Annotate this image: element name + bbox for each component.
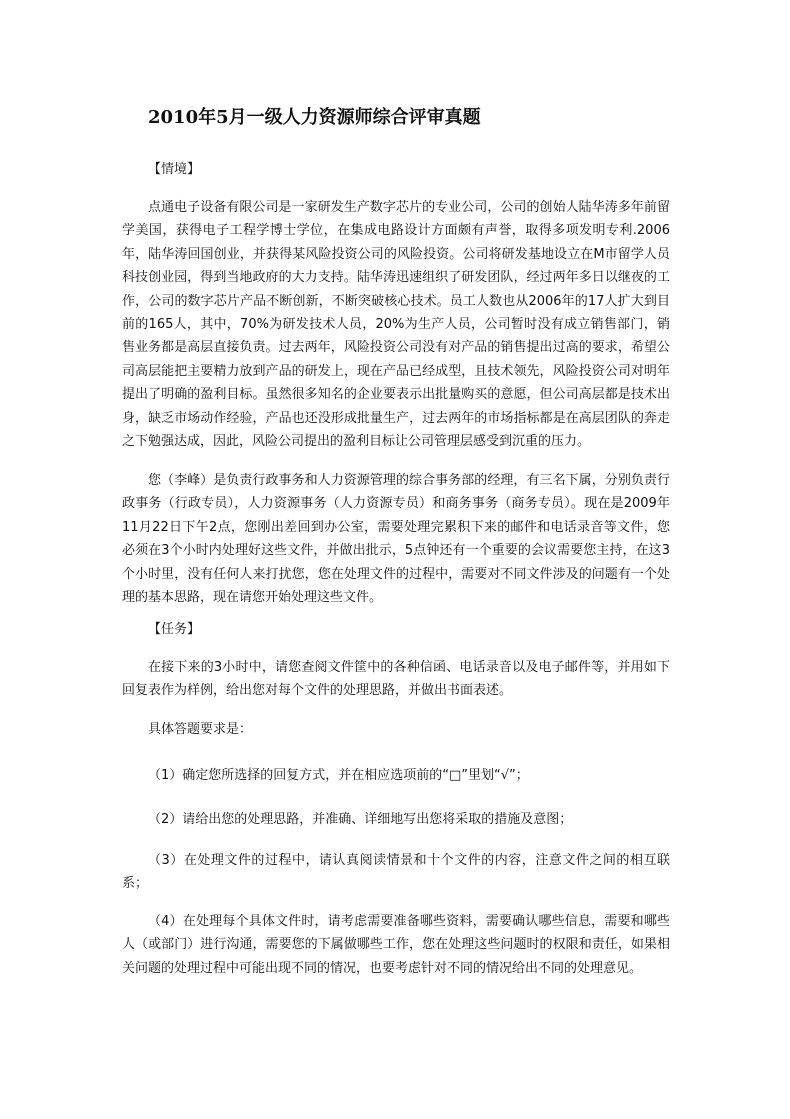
requirement-item-1: （1）确定您所选择的回复方式，并在相应选项前的“□”里划“√”； bbox=[148, 768, 529, 783]
requirement-item-3: （3）在处理文件的过程中，请认真阅读情景和十个文件的内容，注意文件之间的相互联系； bbox=[122, 853, 670, 892]
requirement-item-4: （4）在处理每个具体文件时，请考虑需要准备哪些资料，需要确认哪些信息，需要和哪些人（或部门）进行沟通，需要您的下属做哪些工作，您在处理这些问题时的权限和责任，如果相关问题的处理过程中可能出现不同的情况，也要考虑针对不同的情况给出不同的处理意见。 bbox=[122, 914, 670, 976]
requirement-item-2: （2）请给出您的处理思路，并准确、详细地写出您将采取的措施及意图； bbox=[148, 812, 573, 827]
document-title: 2010年5月一级人力资源师综合评审真题 bbox=[148, 107, 481, 128]
section-heading-situation: 【情境】 bbox=[148, 162, 201, 177]
paragraph-task-instructions: 在接下来的3小时中，请您查阅文件筐中的各种信函、电话录音以及电子邮件等，并用如下回复表作为样例，给出您对每个文件的处理思路，并做出书面表述。 bbox=[122, 660, 670, 699]
paragraph-situation-company: 点通电子设备有限公司是一家研发生产数字芯片的专业公司，公司的创始人陆华涛多年前留学美国，获得电子工程学博士学位，在集成电路设计方面颇有声誉，取得多项发明专利.2006年，陆华涛回国创业，并获得某风险投资公司的风险投资。公司将研发基地设立在M市留学人员科技创业园，得到当地政府的大力支持。陆华涛迅速组织了研发团队，经过两年多日以继夜的工作，公司的数字芯片产品不断创新，不断突破核心技术。员工人数也从2006年的17人扩大到目前的165人，其中，70%为研发技术人员，20%为生产人员，公司暂时没有成立销售部门，销售业务都是高层直接负责。过去两年，风险投资公司没有对产品的销售提出过高的要求，希望公司高层能把主要精力放到产品的研发上，现在产品已经成型，且技术领先，风险投资公司对明年提出了明确的盈利目标。虽然很多知名的企业要表示出批量购买的意愿，但公司高层都是技术出身，缺乏市场动作经验，产品也还没形成批量生产，过去两年的市场指标都是在高层团队的奔走之下勉强达成，因此，风险公司提出的盈利目标让公司管理层感受到沉重的压力。 bbox=[122, 200, 670, 450]
paragraph-situation-role: 您（李峰）是负责行政事务和人力资源管理的综合事务部的经理，有三名下属，分别负责行政事务（行政专员），人力资源事务（人力资源专员）和商务事务（商务专员）。现在是2009年11月22日下午2点，您刚出差回到办公室，需要处理完累积下来的邮件和电话录音等文件，您必须在3个小时内处理好这些文件，并做出批示，5点钟还有一个重要的会议需要您主持，在这3个小时里，没有任何人来打扰您，您在处理文件的过程中，需要对不同文件涉及的问题有一个处理的基本思路，现在请您开始处理这些文件。 bbox=[122, 473, 670, 606]
section-heading-task: 【任务】 bbox=[148, 622, 201, 637]
paragraph-requirements-intro: 具体答题要求是： bbox=[148, 722, 253, 737]
